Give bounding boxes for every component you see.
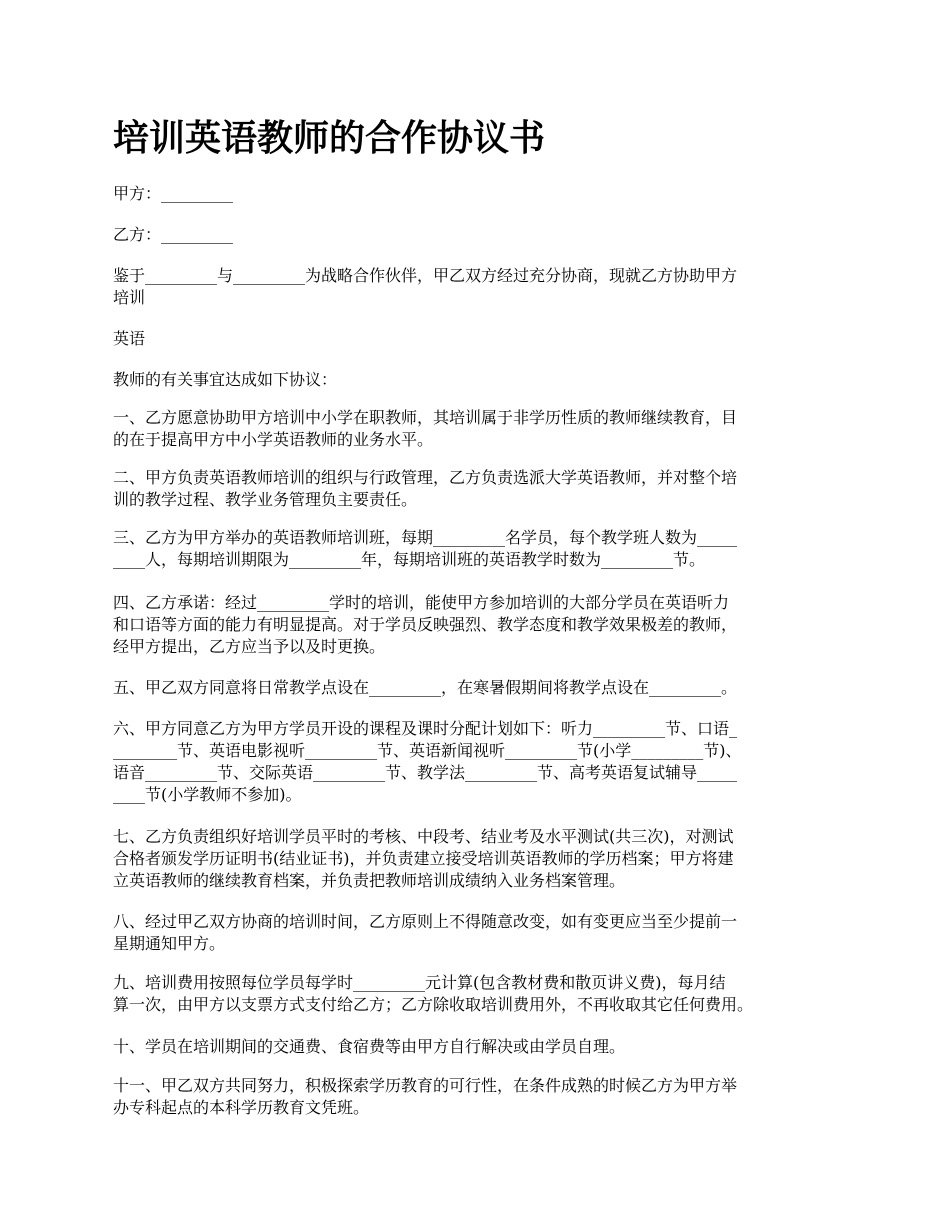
text-line: 九、培训费用按照每位学员每学时_________元计算(包含教材费和散页讲义费)，每月结	[113, 973, 726, 992]
text-line: 经甲方提出，乙方应当予以及时更换。	[113, 637, 386, 656]
text-line: ____人，每期培训期限为_________年，每期培训班的英语教学时数为_________节。	[113, 550, 706, 569]
text-line: 算一次，由甲方以支票方式支付给乙方；乙方除收取培训费用外，不再收取其它任何费用。	[113, 995, 754, 1014]
text-line: 的在于提高甲方中小学英语教师的业务水平。	[113, 430, 434, 449]
text-line: 合格者颁发学历证明书(结业证书)，并负责建立接受培训英语教师的学历档案；甲方将建	[113, 849, 734, 868]
party-a-line	[113, 183, 233, 205]
clause-1	[113, 407, 737, 451]
preamble-paragraph	[113, 265, 737, 309]
text-line: 语音_________节、交际英语_________节、教学法_________节、高考英语复试辅导_____	[113, 763, 738, 782]
preamble-fragment	[113, 328, 145, 350]
text-line: ____节(小学教师不参加)。	[113, 785, 302, 804]
text-line: 星期通知甲方。	[113, 934, 226, 953]
text-line: 七、乙方负责组织好培训学员平时的考核、中段考、结业考及水平测试(共三次)，对测试	[113, 827, 734, 846]
text-line: 二、甲方负责英语教师培训的组织与行政管理，乙方负责选派大学英语教师，并对整个培	[113, 468, 738, 487]
clause-10	[113, 1036, 625, 1058]
text-line: 英语	[113, 329, 146, 348]
text-line: 和口语等方面的能力有明显提高。对于学员反映强烈、教学态度和教学效果极差的教师，	[113, 615, 738, 634]
text-line: 训的教学过程、教学业务管理负主要责任。	[113, 490, 418, 509]
text-line: 乙方：_________	[113, 225, 234, 244]
clause-4	[113, 592, 737, 658]
text-line: 十、学员在培训期间的交通费、食宿费等由甲方自行解决或由学员自理。	[113, 1037, 626, 1056]
text-line: 三、乙方为甲方举办的英语教师培训班，每期_________名学员，每个教学班人数为_____	[113, 528, 738, 547]
document-title: 培训英语教师的合作协议书	[113, 117, 546, 159]
text-line: 鉴于_________与_________为战略合作伙伴，甲乙双方经过充分协商，现就乙方协助甲方	[113, 266, 738, 285]
text-line: 培训	[113, 288, 146, 307]
party-b-line	[113, 224, 233, 246]
text-line: 四、乙方承诺：经过_________学时的培训，能使甲方参加培训的大部分学员在英语听力	[113, 593, 730, 612]
text-line: 五、甲乙双方同意将日常教学点设在_________，在寒暑假期间将教学点设在_________。	[113, 678, 738, 697]
text-line: 八、经过甲乙双方协商的培训时间，乙方原则上不得随意改变，如有变更应当至少提前一	[113, 912, 738, 931]
clause-9	[113, 972, 753, 1016]
text-line: 甲方：_________	[113, 184, 234, 203]
clause-8	[113, 911, 737, 955]
text-line: 办专科起点的本科学历教育文凭班。	[113, 1098, 370, 1117]
clause-5	[113, 677, 737, 699]
clause-11	[113, 1075, 737, 1119]
clause-7	[113, 826, 734, 892]
clause-6	[113, 718, 742, 806]
preamble-ending	[113, 369, 337, 391]
clause-2	[113, 467, 737, 511]
text-line: 教师的有关事宜达成如下协议：	[113, 370, 338, 389]
clause-3	[113, 527, 737, 571]
text-line: ________节、英语电影视听_________节、英语新闻视听_________节(小学_________节)、	[113, 741, 742, 760]
text-line: 十一、甲乙双方共同努力，积极探索学历教育的可行性，在条件成熟的时候乙方为甲方举	[113, 1076, 738, 1095]
text-line: 六、甲方同意乙方为甲方学员开设的课程及课时分配计划如下：听力_________节、口语_	[113, 719, 738, 738]
text-line: 一、乙方愿意协助甲方培训中小学在职教师，其培训属于非学历性质的教师继续教育，目	[113, 408, 738, 427]
text-line: 立英语教师的继续教育档案，并负责把教师培训成绩纳入业务档案管理。	[113, 871, 626, 890]
